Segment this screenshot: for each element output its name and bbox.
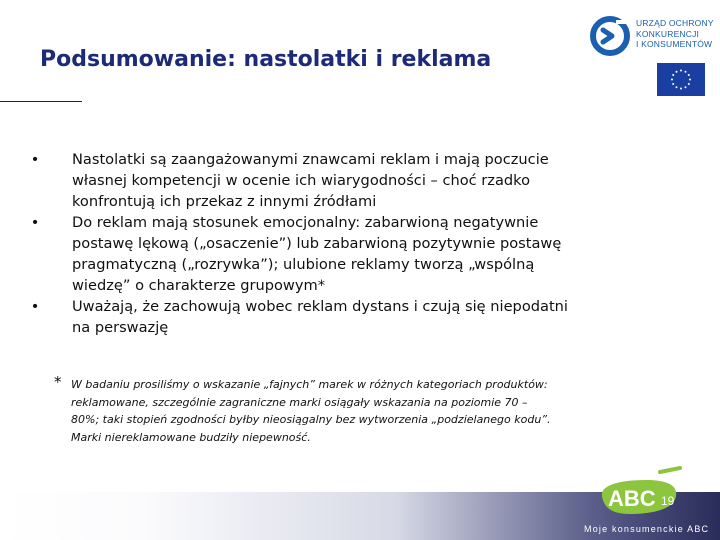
eu-star-icon (671, 79, 673, 81)
eu-star-icon (680, 70, 682, 72)
logo-line: URZĄD OCHRONY (636, 18, 714, 28)
footnote-line: reklamowane, szczególnie zagraniczne marki osiągały wskazania na poziomie 70 – (71, 395, 528, 409)
uokik-logo-icon (590, 14, 634, 58)
eu-star-icon (680, 88, 682, 90)
page-title: Podsumowanie: nastolatki i reklama (40, 47, 492, 72)
footnote-marker: * (54, 373, 62, 391)
bullet-dot: • (30, 298, 40, 315)
footnote (54, 373, 624, 446)
uokik-logo (590, 10, 718, 62)
eu-star-icon (672, 83, 674, 85)
bullet-line: konfrontują ich przekaz z innymi źródłami (72, 193, 377, 210)
bullet-list (30, 149, 630, 338)
page-number: 19 (661, 494, 675, 508)
bullet-line: Uważają, że zachowują wobec reklam dystans i czują się niepodatni (72, 298, 568, 315)
bullet-item (30, 212, 630, 296)
bullet-line: Do reklam mają stosunek emocjonalny: zabarwioną negatywnie (72, 214, 539, 231)
bullet-line: własnej kompetencji w ocenie ich wiarygodności – choć rzadko (72, 172, 531, 189)
eu-star-icon (689, 79, 691, 81)
logo-line: KONKURENCJI (636, 28, 700, 39)
footnote-line: 80%; taki stopień zgodności byłby nieosiągalny bez wytworzenia „podzielanego kodu”. (71, 413, 551, 426)
uokik-logo-text (636, 18, 714, 50)
eu-star-icon (676, 86, 678, 88)
bullet-line: Nastolatki są zaangażowanymi znawcami reklam i mają poczucie (72, 151, 549, 168)
title-underline (0, 101, 82, 102)
bullet-line: wiedzę” o charakterze grupowym* (72, 277, 326, 294)
abc-badge-text: ABC (608, 486, 656, 511)
eu-star-icon (672, 74, 674, 76)
bullet-item (30, 296, 630, 338)
eu-star-icon (676, 71, 678, 73)
bullet-line: postawę lękową („osaczenie”) lub zabarwioną pozytywnie postawę (72, 235, 562, 252)
footnote-line: W badaniu prosiliśmy o wskazanie „fajnych” marek w różnych kategoriach produktów: (71, 378, 548, 391)
eu-star-icon (685, 86, 687, 88)
bullet-dot: • (30, 151, 40, 168)
eu-flag-icon (657, 63, 705, 96)
bullet-line: na perswazję (72, 319, 169, 336)
eu-star-icon (685, 71, 687, 73)
footer-caption: Moje konsumenckie ABC (584, 524, 710, 534)
bullet-line: pragmatyczną („rozrywka”); ulubione reklamy tworzą „wspólną (72, 256, 535, 273)
footnote-text (54, 373, 624, 446)
bullet-item (30, 149, 630, 212)
eu-star-icon (688, 74, 690, 76)
footnote-line: Marki niereklamowane budziły niepewność. (71, 430, 311, 444)
bullet-text (72, 214, 561, 294)
bullet-text (72, 151, 549, 210)
logo-line: I KONSUMENTÓW (636, 39, 713, 49)
bullet-dot: • (30, 214, 40, 231)
bullet-text (72, 298, 568, 336)
eu-star-icon (688, 83, 690, 85)
